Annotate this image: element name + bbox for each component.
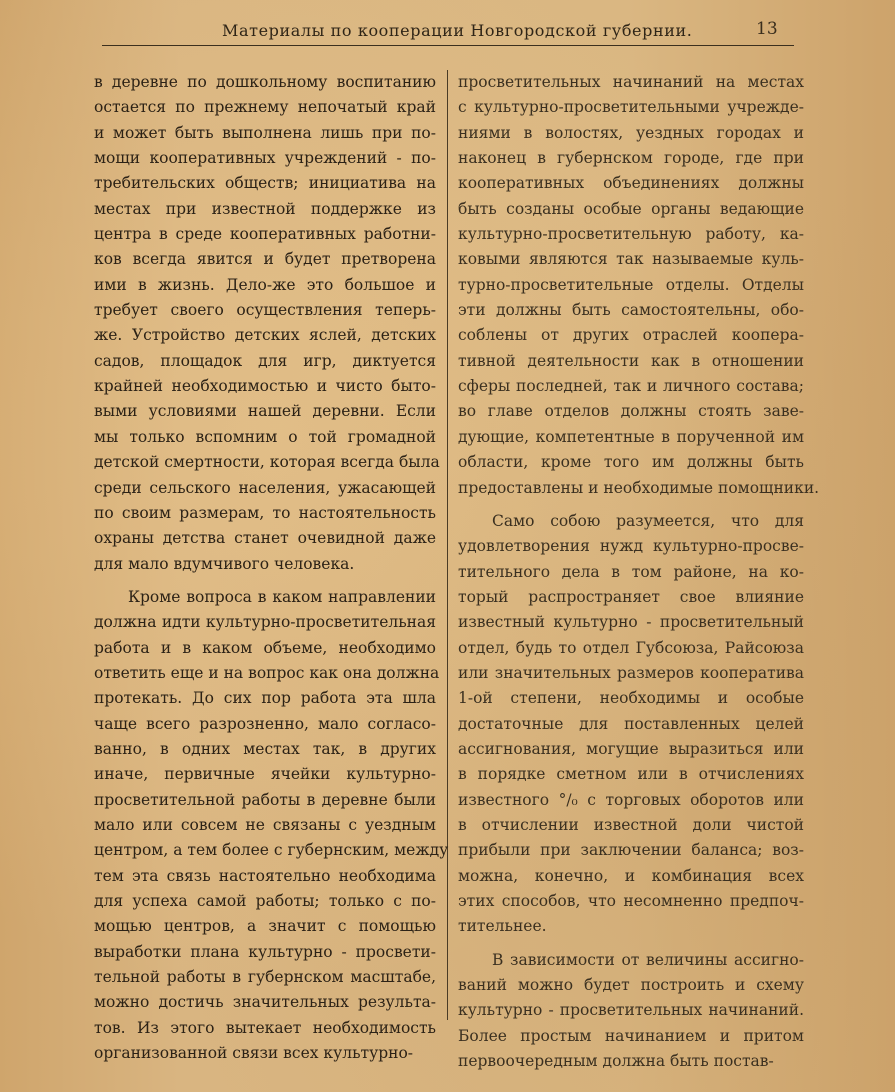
text-line: культурно - просветительных начинаний.	[458, 1001, 804, 1020]
text-line: предоставлены и необходимые помощники.	[458, 478, 820, 497]
text-line: тельной работы в губернском масштабе,	[94, 968, 436, 987]
text-line: тивной деятельности как в отношении	[458, 351, 804, 370]
text-line: ковыми являются так называемые куль-	[458, 250, 804, 269]
text-line: первоочередным должна быть постав-	[458, 1052, 774, 1071]
left-column	[94, 70, 449, 1066]
text-line: ваний можно будет построить и схему	[458, 976, 804, 995]
text-line: тов. Из этого вытекает необходимость	[94, 1018, 436, 1037]
text-line: наконец в губернском городе, где при	[458, 149, 804, 168]
text-line: же. Устройство детских яслей, детских	[94, 326, 436, 345]
text-line: ванно, в одних местах так, в других	[94, 739, 436, 758]
text-line: работа и в каком объеме, необходимо	[94, 638, 436, 657]
text-line: ков всегда явится и будет претворена	[94, 250, 436, 269]
text-line: или значительных размеров кооператива	[458, 663, 804, 682]
text-line: организованной связи всех культурно-	[94, 1044, 414, 1063]
text-line: выработки плана культурно - просвети-	[94, 942, 436, 961]
text-line: ассигнования, могущие выразиться или	[458, 739, 804, 758]
text-line: центра в среде кооперативных работни-	[94, 225, 436, 244]
page-number: 13	[756, 19, 778, 39]
text-line: ими в жизнь. Дело-же это большое и	[94, 275, 436, 294]
text-line: просветительной работы в деревне были	[94, 790, 436, 809]
text-line: этих способов, что несомненно предпоч-	[458, 892, 804, 910]
text-line: тем эта связь настоятельно необходима	[94, 866, 436, 885]
text-line: ниями в волостях, уездных городах и	[458, 123, 804, 142]
text-line: для мало вдумчивого человека.	[94, 554, 355, 573]
header-rule	[102, 45, 794, 46]
text-line: чаще всего разрозненно, мало согласо-	[94, 714, 436, 733]
text-line: мало или совсем не связаны с уездным	[94, 815, 436, 834]
text-line: по своим размерам, то настоятельность	[94, 503, 436, 522]
text-line: местах при известной поддержке из	[94, 199, 436, 218]
text-line: соблены от других отраслей коопера-	[458, 326, 804, 345]
column-divider	[447, 70, 448, 1020]
text-line: требительских обществ; инициатива на	[94, 174, 436, 193]
paragraph-gap	[458, 501, 804, 509]
text-line: 1-ой степени, необходимы и особые	[458, 689, 804, 708]
text-line: остается по прежнему непочатый край	[94, 98, 436, 117]
text-line: мощи кооперативных учреждений - по-	[94, 149, 436, 168]
text-line: мощью центров, а значит с помощью	[94, 917, 436, 936]
text-line: во главе отделов должны стоять заве-	[458, 402, 804, 421]
text-line: можна, конечно, и комбинация всех	[458, 866, 804, 885]
text-line: в отчислении известной доли чистой	[458, 815, 804, 834]
text-line: отдел, будь то отдел Губсоюза, Райсоюза	[458, 638, 804, 657]
text-line: требует своего осуществления теперь-	[94, 301, 436, 320]
text-line: В зависимости от величины ассигно-	[492, 950, 804, 969]
text-line: сферы последней, так и личного состава;	[458, 377, 804, 396]
text-line: детской смертности, которая всегда была	[94, 453, 440, 472]
text-line: в порядке сметном или в отчислениях	[458, 765, 804, 784]
text-line: известного °/₀ с торговых оборотов или	[458, 790, 804, 809]
text-line: можно достичь значительных результа-	[94, 993, 436, 1012]
text-line: тительнее.	[458, 917, 547, 936]
text-line: должна идти культурно-просветительная	[94, 613, 436, 632]
text-line: центром, а тем более с губернским, между	[94, 841, 449, 860]
text-line: кооперативных объединениях должны	[458, 174, 804, 193]
text-line: охраны детства станет очевидной даже	[94, 529, 436, 548]
text-line: известный культурно - просветительный	[458, 613, 804, 632]
text-line: мы только вспомним о той громадной	[94, 427, 436, 446]
running-header	[0, 18, 895, 44]
text-line: садов, площадок для игр, диктуется	[94, 351, 436, 370]
text-line: Более простым начинанием и притом	[458, 1026, 804, 1045]
text-line: протекать. До сих пор работа эта шла	[94, 689, 436, 708]
text-line: турно-просветительные отделы. Отделы	[458, 275, 804, 294]
text-line: и может быть выполнена лишь при по-	[94, 123, 436, 142]
text-line: эти должны быть самостоятельны, обо-	[458, 301, 804, 320]
text-line: для успеха самой работы; только с по-	[94, 892, 436, 910]
right-column	[458, 70, 820, 1074]
text-line: просветительных начинаний на местах	[458, 73, 804, 91]
text-line: культурно-просветительную работу, ка-	[458, 225, 804, 244]
text-line: Кроме вопроса в каком направлении	[128, 587, 436, 606]
paragraph-gap	[458, 940, 804, 948]
text-line: крайней необходимостью и чисто быто-	[94, 377, 436, 396]
header-title: Материалы по кооперации Новгородской губернии.	[222, 21, 693, 40]
text-line: иначе, первичные ячейки культурно-	[94, 765, 436, 784]
text-line: быть созданы особые органы ведающие	[458, 199, 804, 218]
text-line: торый распространяет свое влияние	[458, 587, 804, 606]
text-line: в деревне по дошкольному воспитанию	[94, 73, 436, 91]
text-line: выми условиями нашей деревни. Если	[94, 402, 436, 421]
text-line: Само собою разумеется, что для	[492, 511, 804, 530]
paragraph-gap	[94, 577, 436, 585]
text-line: среди сельского населения, ужасающей	[94, 478, 436, 497]
text-line: тительного дела в том районе, на ко-	[458, 562, 804, 581]
text-line: прибыли при заключении баланса; воз-	[458, 841, 804, 860]
text-line: с культурно-просветительными учрежде-	[458, 98, 804, 117]
text-line: ответить еще и на вопрос как она должна	[94, 663, 440, 682]
text-line: удовлетворения нужд культурно-просве-	[458, 537, 804, 556]
text-line: дующие, компетентные в порученной им	[458, 427, 804, 446]
text-line: достаточные для поставленных целей	[458, 714, 804, 733]
text-line: области, кроме того им должны быть	[458, 453, 804, 472]
